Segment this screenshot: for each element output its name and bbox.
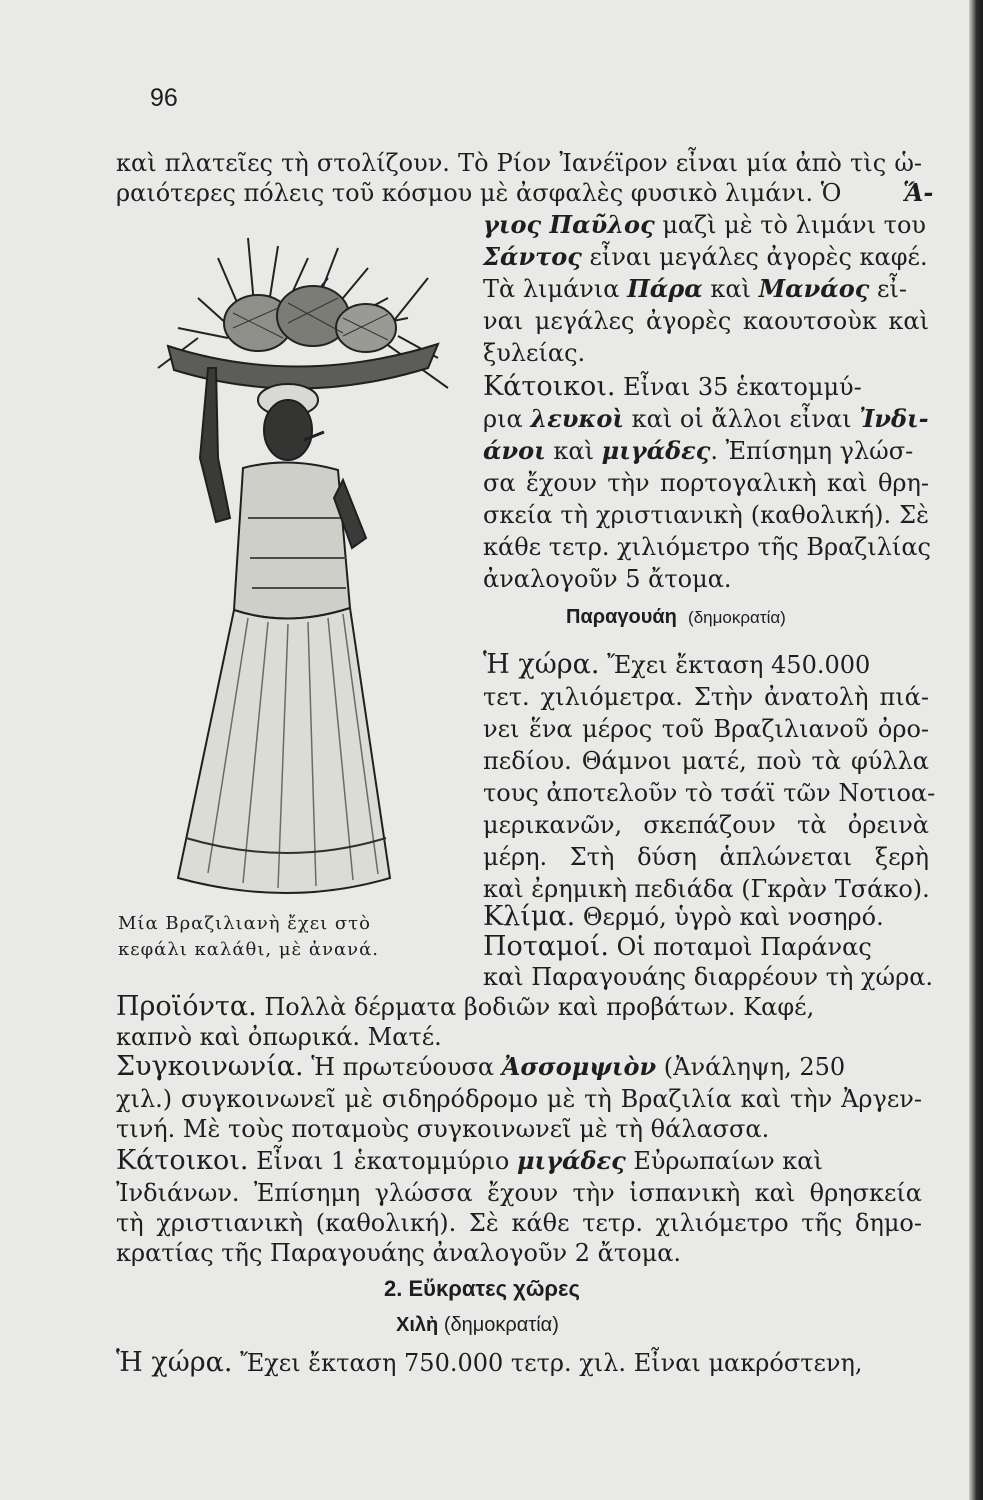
bold-term-indianoi-end: άνοι (483, 436, 546, 465)
text-line: καὶ Παραγουάης διαρρέουν τὴ χώρα. (483, 963, 934, 991)
heading-katoikoi-paraguay: Κάτοικοι. (116, 1145, 249, 1176)
text-line: τὴ χριστιανικὴ (καθολική). Σὲ κάθε τετρ. χιλιόμετρο τῆς δημο- (116, 1209, 922, 1237)
bold-term-asuncion: Ἀσσομψιὸν (501, 1052, 657, 1081)
heading-klima: Κλίμα. (483, 901, 576, 932)
text-line (483, 436, 929, 466)
bold-term-santos: Σάντος (483, 242, 582, 271)
text-line: σα ἔχουν τὴν πορτογαλικὴ καὶ θρη- (483, 469, 929, 497)
text-span: μαζὶ μὲ τὸ λιμάνι του (654, 211, 926, 239)
text-line (483, 242, 929, 272)
text-line (483, 902, 929, 932)
bold-term-migades-paraguay: μιγάδες (516, 1146, 626, 1175)
text-span: Θερμό, ὑγρὸ καὶ νοσηρό. (575, 903, 884, 931)
text-line: ξυλείας. (483, 339, 586, 367)
text-line: ἀναλογοῦν 5 ἄτομα. (483, 565, 732, 593)
text-span: καὶ οἱ ἄλλοι εἶναι (624, 405, 860, 433)
heading-katoikoi: Κάτοικοι. (483, 371, 616, 402)
bold-term-indianoi: Ἰνδι- (859, 404, 929, 433)
text-span: εἶναι μεγάλες ἀγορὲς καφέ. (581, 243, 928, 271)
text-line: τινή. Μὲ τοὺς ποταμοὺς συγκοινωνεῖ μὲ τὴ θάλασσα. (116, 1115, 770, 1143)
text-line: ναι μεγάλες ἀγορὲς καουτσοὺκ καὶ (483, 307, 929, 335)
heading-i-chora: Ἡ χώρα. (483, 649, 600, 680)
heading-subtitle: (δημοκρατία) (688, 608, 786, 627)
text-span: Ἔχει ἔκταση 750.000 τετρ. χιλ. Εἶναι μακρόστενη, (232, 1349, 863, 1377)
text-line: χιλ.) συγκοινωνεῖ μὲ σιδηρόδρομο μὲ τὴ Βραζιλία καὶ τὴν Ἀργεν- (116, 1085, 922, 1113)
text-line: σκεία τὴ χριστιανικὴ (καθολική). Σὲ (483, 501, 929, 529)
text-span: Εἶναι 35 ἑκατομμύ- (615, 373, 862, 401)
text-span: Οἱ ποταμοὶ Παράνας (608, 933, 872, 961)
text-span: . Ἐπίσημη γλώσ- (710, 437, 914, 465)
text-line: μέρη. Στὴ δύση ἁπλώνεται ξερὴ (483, 843, 929, 871)
text-span: Τὰ λιμάνια (483, 275, 628, 303)
bold-term-agios: Ἅ- (903, 178, 934, 207)
text-line: Ἰνδιάνων. Ἐπίσημη γλώσσα ἔχουν τὴν ἱσπανικὴ καὶ θρησκεία (116, 1179, 922, 1207)
text-line: πεδίου. Θάμνοι ματέ, ποὺ τὰ φύλλα (483, 747, 929, 775)
illustration-caption-line: κεφάλι καλάθι, μὲ ἀνανά. (118, 939, 379, 960)
heading-sygkoinonia: Συγκοινωνία. (116, 1051, 304, 1082)
text-span: Εὐρωπαίων καὶ (625, 1147, 823, 1175)
text-span: ρια (483, 405, 531, 433)
text-line: μερικανῶν, σκεπάζουν τὰ ὀρεινὰ (483, 811, 929, 839)
text-span: καὶ (702, 275, 759, 303)
heading-subtitle: (δημοκρατία) (443, 1314, 559, 1336)
text-line (116, 1146, 922, 1176)
text-line (483, 210, 929, 240)
heading-title: Χιλὴ (396, 1314, 439, 1336)
text-span: καὶ (545, 437, 602, 465)
illustration-brazilian-woman-with-pineapple-basket (138, 218, 460, 908)
text-line: καὶ πλατεῖες τὴ στολίζουν. Τὸ Ρίον Ἰανέϊρον εἶναι μία ἀπὸ τὶς ὡ- (116, 149, 922, 177)
text-span: εἶ- (869, 275, 907, 303)
text-line: κρατίας τῆς Παραγουάης ἀναλογοῦν 2 ἄτομα. (116, 1239, 682, 1267)
illustration-caption-line: Μία Βραζιλιανὴ ἔχει στὸ (118, 913, 371, 934)
section-heading-chile (396, 1314, 559, 1337)
text-line: τους ἀποτελοῦν τὸ τσάϊ τῶν Νοτιοα- (483, 779, 936, 807)
section-heading-paraguay (566, 606, 786, 629)
text-span: (Ἀνάληψη, 250 (656, 1053, 846, 1081)
text-line (483, 372, 929, 402)
heading-title: Παραγουάη (566, 606, 677, 628)
bold-term-leukoi: λευκοὶ (530, 404, 625, 433)
heading-potamoi: Ποταμοί. (483, 931, 609, 962)
text-line (483, 274, 929, 304)
text-span: Ἡ πρωτεύουσα (303, 1053, 502, 1081)
bold-term-manaos: Μανάος (758, 274, 870, 303)
bold-term-para: Πάρα (627, 274, 703, 303)
heading-proionta: Προϊόντα. (116, 991, 257, 1022)
text-line: καὶ ἐρημικὴ πεδιάδα (Γκρὰν Τσάκο). (483, 875, 930, 903)
text-span: Πολλὰ δέρματα βοδιῶν καὶ προβάτων. Καφέ, (256, 993, 815, 1021)
heading-i-chora-chile: Ἡ χώρα. (116, 1347, 233, 1378)
text-line: τετ. χιλιόμετρα. Στὴν ἀνατολὴ πιά- (483, 683, 929, 711)
text-line (483, 404, 929, 434)
text-line: νει ἕνα μέρος τοῦ Βραζιλιανοῦ ὀρο- (483, 715, 929, 743)
text-line: ραιότερες πόλεις τοῦ κόσμου μὲ ἀσφαλὲς φυσικὸ λιμάνι. Ὁ (116, 179, 842, 207)
text-span: Εἶναι 1 ἑκατομμύριο (248, 1147, 517, 1175)
bold-term-migades: μιγάδες (601, 436, 711, 465)
text-line: καπνὸ καὶ ὀπωρικά. Ματέ. (116, 1023, 442, 1051)
text-span: Ἔχει ἔκταση 450.000 (599, 651, 871, 679)
section-heading-temperate: 2. Εὔκρατες χῶρες (384, 1276, 580, 1301)
page-edge-shadow (969, 0, 983, 1500)
text-line (483, 650, 929, 680)
text-line (116, 992, 922, 1022)
bold-term-sao-paulo: γιος Παῦλος (483, 210, 655, 239)
text-line (116, 1052, 922, 1082)
text-line (116, 1348, 922, 1378)
text-line (483, 932, 929, 962)
text-line: κάθε τετρ. χιλιόμετρο τῆς Βραζιλίας (483, 533, 931, 561)
page-number: 96 (150, 84, 178, 112)
